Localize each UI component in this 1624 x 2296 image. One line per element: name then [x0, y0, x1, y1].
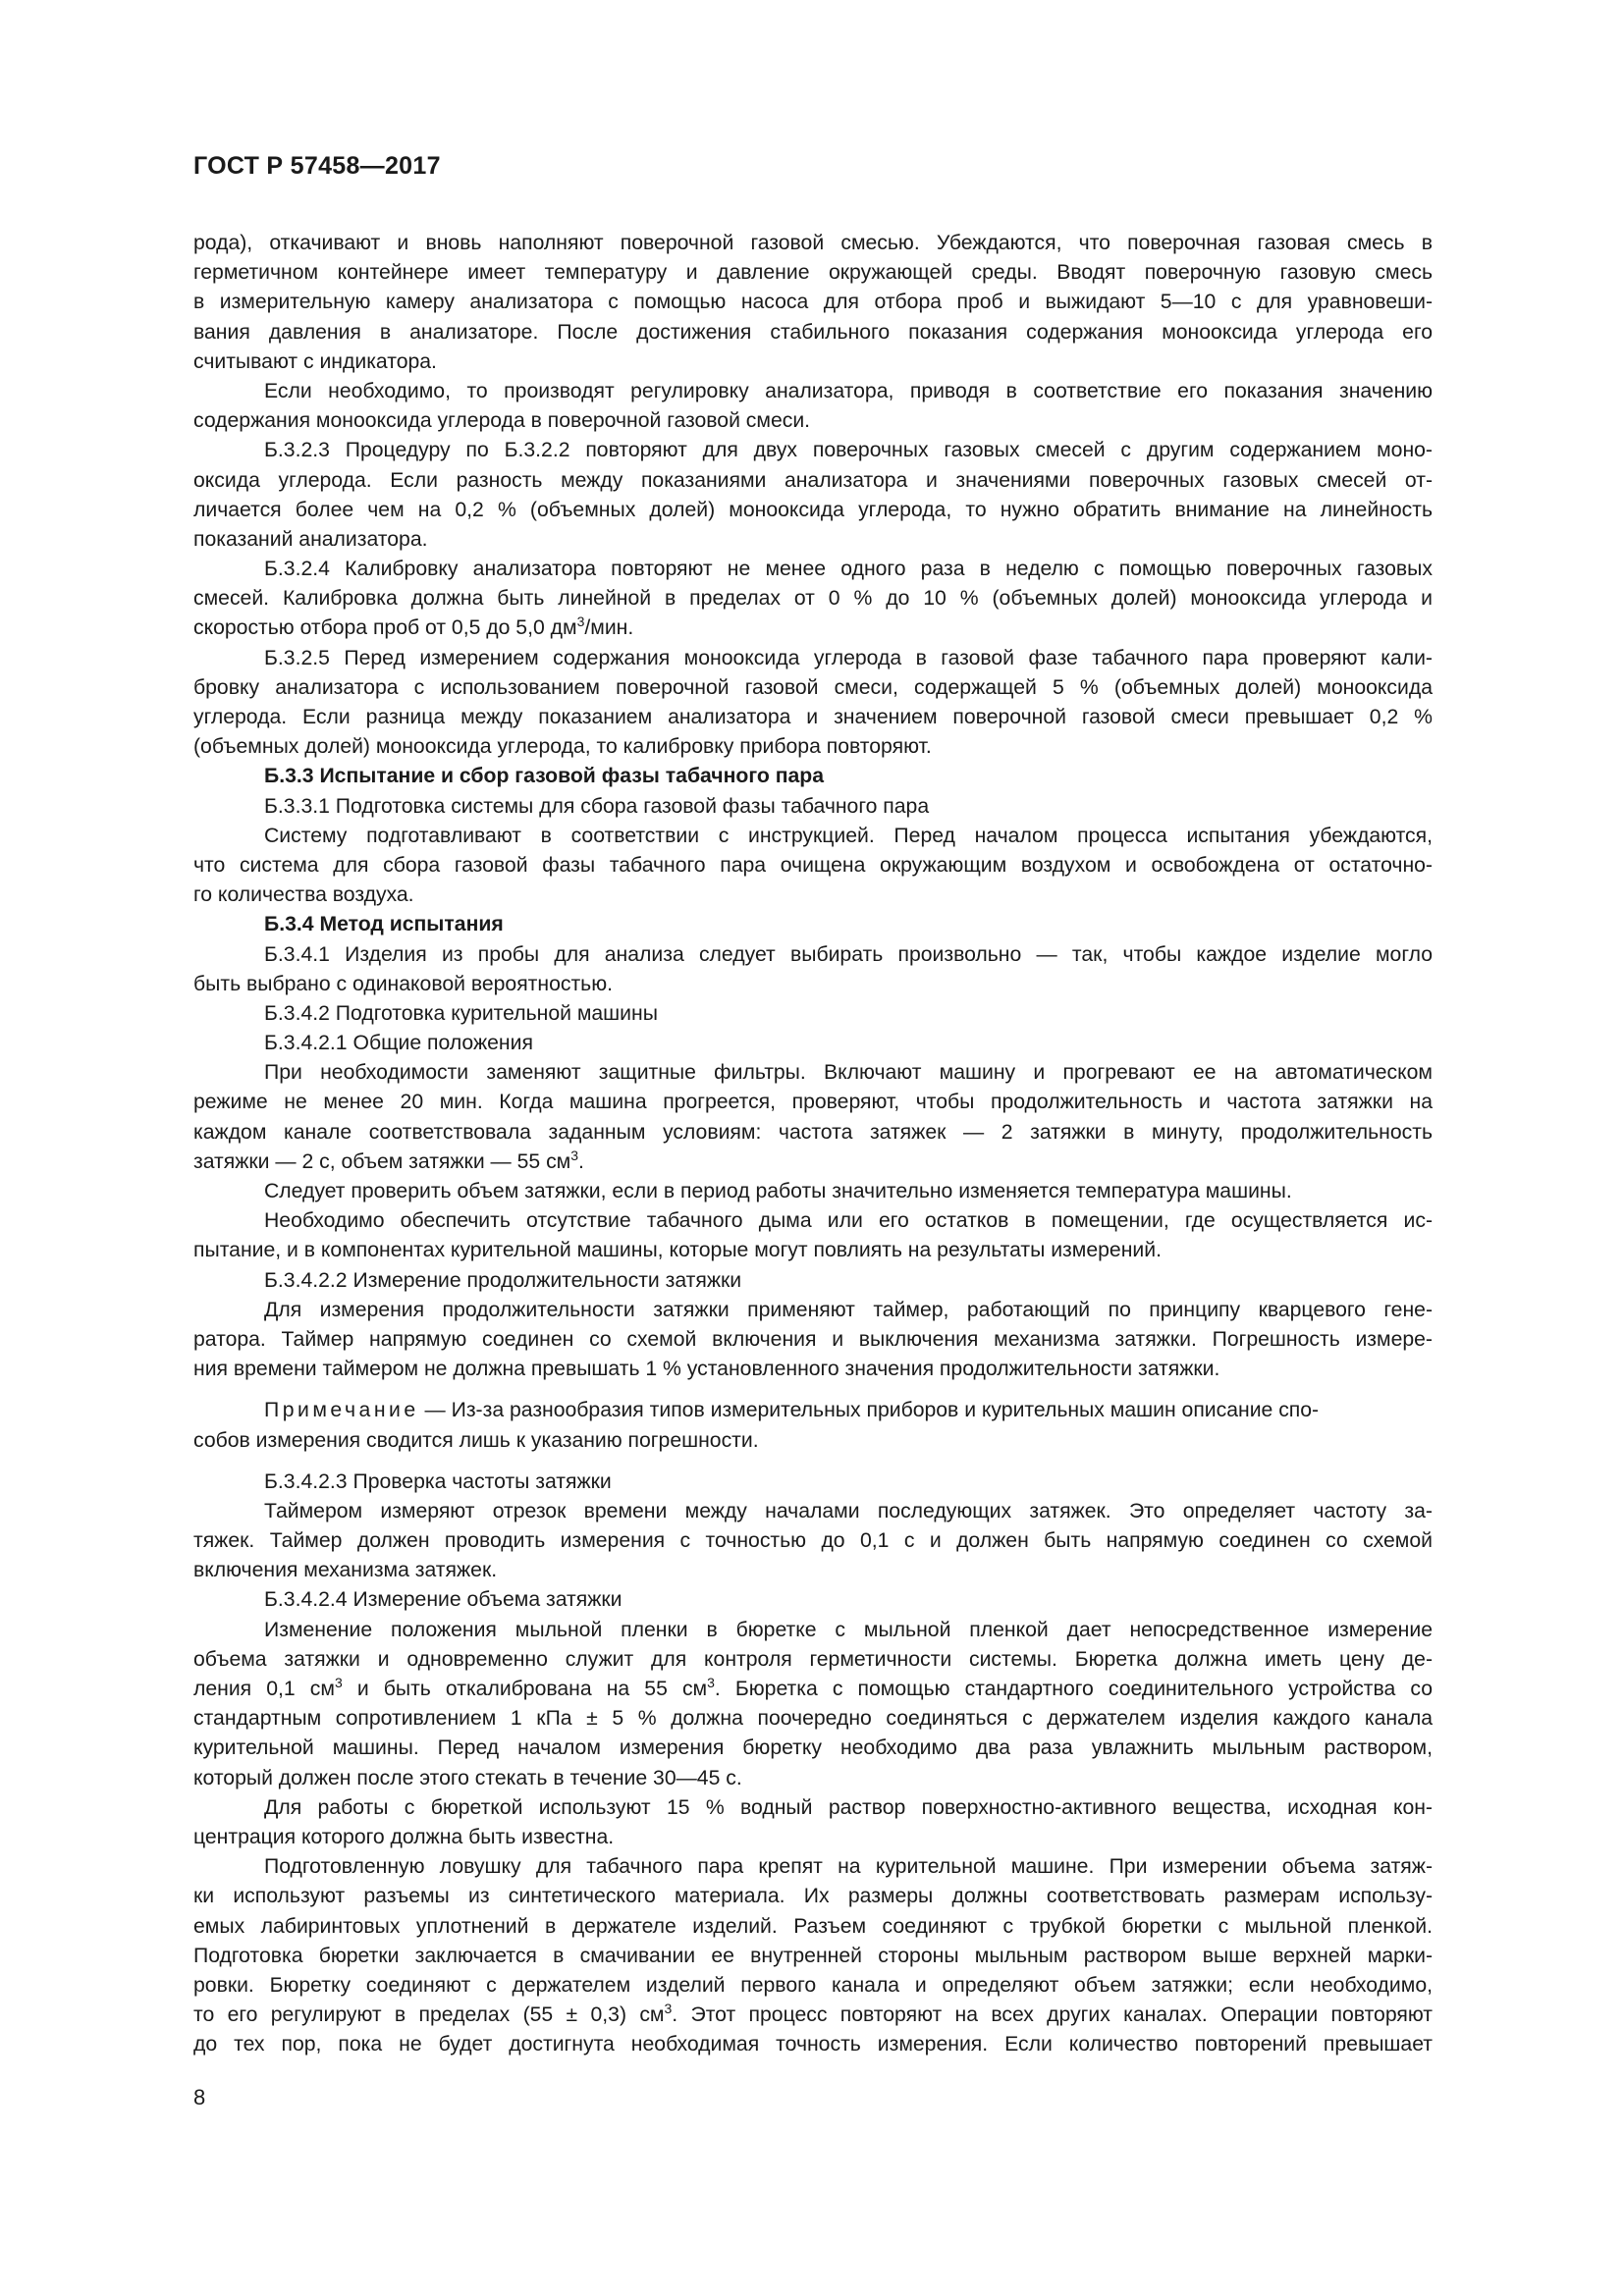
- text-line: [193, 1675, 1433, 1704]
- text-line: го количества воздуха.: [193, 883, 414, 907]
- text-line: герметичном контейнере имеет температуру и давление окружающей среды. Вводят поверочную газовую смесь: [193, 261, 1433, 285]
- spacer: [193, 1456, 1433, 1468]
- document-body: [193, 229, 1433, 2059]
- text-line: [193, 2001, 1433, 2030]
- text-line: углерода. Если разница между показанием анализатора и значением поверочной газовой смеси превышает 0,2 %: [193, 706, 1433, 728]
- text-line: Если необходимо, то производят регулировку анализатора, приводя в соответствие его показания значению: [264, 379, 1433, 402]
- text-line: Необходимо обеспечить отсутствие табачного дыма или его остатков в помещении, где осуществляется ис-: [264, 1209, 1433, 1233]
- superscript: 3: [334, 1675, 343, 1690]
- text-fragment: /мин.: [584, 616, 634, 640]
- text-fragment: . Бюретка с помощью стандартного соединительного устройства со: [714, 1678, 1433, 1700]
- text-line: При необходимости заменяют защитные фильтры. Включают машину и прогревают ее на автоматическом: [264, 1061, 1433, 1085]
- subsection-title-b3-4-2-1: Б.3.4.2.1 Общие положения: [264, 1032, 533, 1055]
- paragraph: [193, 229, 1433, 377]
- superscript: 3: [576, 614, 585, 630]
- text-line: ки используют разъемы из синтетического материала. Их размеры должны соответствовать размерам использу-: [193, 1885, 1433, 1908]
- note-block: [193, 1396, 1433, 1455]
- text-line: личается более чем на 0,2 % (объемных долей) монооксида углерода, то нужно обратить внимание на линейность: [193, 498, 1433, 521]
- spacer: [193, 1384, 1433, 1396]
- text-line: считывают с индикатора.: [193, 349, 437, 373]
- superscript: 3: [664, 2001, 673, 2017]
- text-line: Изменение положения мыльной пленки в бюретке с мыльной пленкой дает непосредственное измерение: [264, 1618, 1433, 1641]
- text-line: содержания монооксида углерода в поверочной газовой смеси.: [193, 409, 811, 433]
- text-line: емых лабиринтовых уплотнений в держателе изделий. Разъем соединяют с трубкой бюретки с мыльной пленкой.: [193, 1914, 1433, 1938]
- text-line: в измерительную камеру анализатора с помощью насоса для отбора проб и выжидают 5—10 с для уравновеши-: [193, 291, 1433, 314]
- text-line: до тех пор, пока не будет достигнута необходимая точность измерения. Если количество повторений превышает: [193, 2033, 1433, 2056]
- superscript: 3: [707, 1675, 715, 1690]
- paragraph: [193, 1497, 1433, 1586]
- text-line: [193, 614, 1433, 643]
- text-line: центрация которого должна быть известна.: [193, 1825, 615, 1848]
- text-line: Б.3.2.4 Калибровку анализатора повторяют не менее одного раза в неделю с помощью поверочных газовых: [264, 558, 1433, 581]
- text-line: быть выбрано с одинаковой вероятностью.: [193, 972, 613, 995]
- text-line: ния времени таймером не должна превышать 1 % установленного значения продолжительности затяжки.: [193, 1358, 1220, 1381]
- text-line: бровку анализатора с использованием поверочной газовой смеси, содержащей 5 % (объемных долей) монооксида: [193, 675, 1433, 699]
- text-line: пытание, и в компонентах курительной машины, которые могут повлиять на результаты измерений.: [193, 1239, 1162, 1262]
- paragraph-b3-2-5: [193, 644, 1433, 763]
- superscript: 3: [570, 1147, 579, 1163]
- subsection-title-b3-4-2: Б.3.4.2 Подготовка курительной машины: [264, 1001, 658, 1025]
- text-fragment: .: [578, 1149, 584, 1173]
- text-line: объема затяжки и одновременно служит для контроля герметичности системы. Бюретка должна иметь цену де-: [193, 1647, 1433, 1671]
- text-line: [193, 1148, 1433, 1177]
- subsection-title-b3-4-2-2: Б.3.4.2.2 Измерение продолжительности затяжки: [264, 1268, 742, 1292]
- text-fragment: затяжки — 2 с, объем затяжки — 55 см: [193, 1149, 571, 1173]
- text-fragment: — Из-за разнообразия типов измерительных приборов и курительных машин описание спо-: [418, 1399, 1320, 1422]
- text-line: рода), откачивают и вновь наполняют поверочной газовой смесью. Убеждаются, что поверочная газовая смесь в: [193, 232, 1433, 254]
- page-number: 8: [193, 2085, 206, 2109]
- text-fragment: . Этот процесс повторяют на всех других каналах. Операции повторяют: [672, 2003, 1433, 2027]
- paragraph: [193, 1296, 1433, 1385]
- text-line: стандартным сопротивлением 1 кПа ± 5 % должна поочередно соединяться с держателем изделия каждого канала: [193, 1707, 1433, 1731]
- text-fragment: ления 0,1 см: [193, 1678, 335, 1700]
- text-line: оксида углерода. Если разность между показаниями анализатора и значениями поверочных газовых смесей от-: [193, 468, 1433, 492]
- text-fragment: и быть откалибрована на 55 см: [342, 1678, 708, 1700]
- section-heading-b3-4: Б.3.4 Метод испытания: [264, 913, 504, 936]
- subsection-title-b3-4-2-3: Б.3.4.2.3 Проверка частоты затяжки: [264, 1469, 612, 1493]
- text-line: режиме не менее 20 мин. Когда машина прогреется, проверяют, чтобы продолжительность и частота затяжки на: [193, 1091, 1433, 1114]
- text-line: Подготовка бюретки заключается в смачивании ее внутренней стороны мыльным раствором выше верхней марки-: [193, 1944, 1433, 1967]
- text-line: включения механизма затяжек.: [193, 1559, 498, 1582]
- text-fragment: то его регулируют в пределах (55 ± 0,3) см: [193, 2003, 665, 2027]
- section-heading-b3-3: Б.3.3 Испытание и сбор газовой фазы табачного пара: [264, 765, 825, 788]
- subsection-title-b3-4-2-4: Б.3.4.2.4 Измерение объема затяжки: [264, 1588, 623, 1612]
- paragraph-b3-2-4: [193, 555, 1433, 644]
- text-line: [193, 1396, 1433, 1425]
- text-line: показаний анализатора.: [193, 527, 428, 551]
- text-line: Для измерения продолжительности затяжки применяют таймер, работающий по принципу кварцевого гене-: [264, 1298, 1433, 1321]
- paragraph: [193, 377, 1433, 436]
- paragraph: [193, 1793, 1433, 1852]
- text-line: (объемных долей) монооксида углерода, то калибровку прибора повторяют.: [193, 735, 932, 759]
- paragraph: [193, 1058, 1433, 1177]
- text-line: Б.3.2.5 Перед измерением содержания монооксида углерода в газовой фазе табачного пара проверяют кали-: [264, 646, 1433, 669]
- text-line: вания давления в анализаторе. После достижения стабильного показания содержания монооксида углерода его: [193, 320, 1433, 344]
- paragraph: Следует проверить объем затяжки, если в период работы значительно изменяется температура машины.: [264, 1180, 1292, 1202]
- document-header: ГОСТ Р 57458—2017: [193, 152, 441, 180]
- text-line: Б.3.4.1 Изделия из пробы для анализа следует выбирать произвольно — так, чтобы каждое изделие могло: [264, 942, 1433, 966]
- text-line: курительной машины. Перед началом измерения бюретку необходимо два раза увлажнить мыльным раствором,: [193, 1736, 1433, 1760]
- text-line: который должен после этого стекать в течение 30—45 с.: [193, 1766, 742, 1789]
- text-line: Подготовленную ловушку для табачного пара крепят на курительной машине. При измерении объема затяж-: [264, 1855, 1433, 1879]
- text-line: ровки. Бюретку соединяют с держателем изделий первого канала и определяют объем затяжки; если необходимо,: [193, 1973, 1433, 1997]
- paragraph-b3-2-3: [193, 436, 1433, 555]
- text-line: тяжек. Таймер должен проводить измерения с точностью до 0,1 с и должен быть напрямую соединен со схемой: [193, 1529, 1433, 1553]
- subsection-title-b3-3-1: Б.3.3.1 Подготовка системы для сбора газовой фазы табачного пара: [264, 794, 930, 818]
- paragraph: [193, 1852, 1433, 2059]
- text-line: Систему подготавливают в соответствии с инструкцией. Перед началом процесса испытания убеждаются,: [264, 824, 1433, 847]
- text-line: ратора. Таймер напрямую соединен со схемой включения и выключения механизма затяжки. Погрешность измере-: [193, 1327, 1433, 1351]
- paragraph: [193, 822, 1433, 911]
- text-line: что система для сбора газовой фазы табачного пара очищена окружающим воздухом и освобождена от остаточно-: [193, 853, 1433, 877]
- text-line: Для работы с бюреткой используют 15 % водный раствор поверхностно-активного вещества, исходная кон-: [264, 1795, 1433, 1819]
- paragraph: [193, 1206, 1433, 1265]
- text-line: каждом канале соответствовала заданным условиям: частота затяжек — 2 затяжки в минуту, продолжительность: [193, 1120, 1433, 1144]
- text-line: смесей. Калибровка должна быть линейной в пределах от 0 % до 10 % (объемных долей) монооксида углерода и: [193, 587, 1433, 611]
- paragraph-b3-4-1: [193, 940, 1433, 999]
- text-fragment: скоростью отбора проб от 0,5 до 5,0 дм: [193, 616, 577, 640]
- paragraph: [193, 1616, 1433, 1793]
- text-line: собов измерения сводится лишь к указанию погрешности.: [193, 1428, 759, 1452]
- text-line: Таймером измеряют отрезок времени между началами последующих затяжек. Это определяет частоту за-: [264, 1499, 1433, 1522]
- note-label: Примечание: [264, 1399, 419, 1422]
- text-line: Б.3.2.3 Процедуру по Б.3.2.2 повторяют для двух поверочных газовых смесей с другим содержанием моно-: [264, 439, 1433, 462]
